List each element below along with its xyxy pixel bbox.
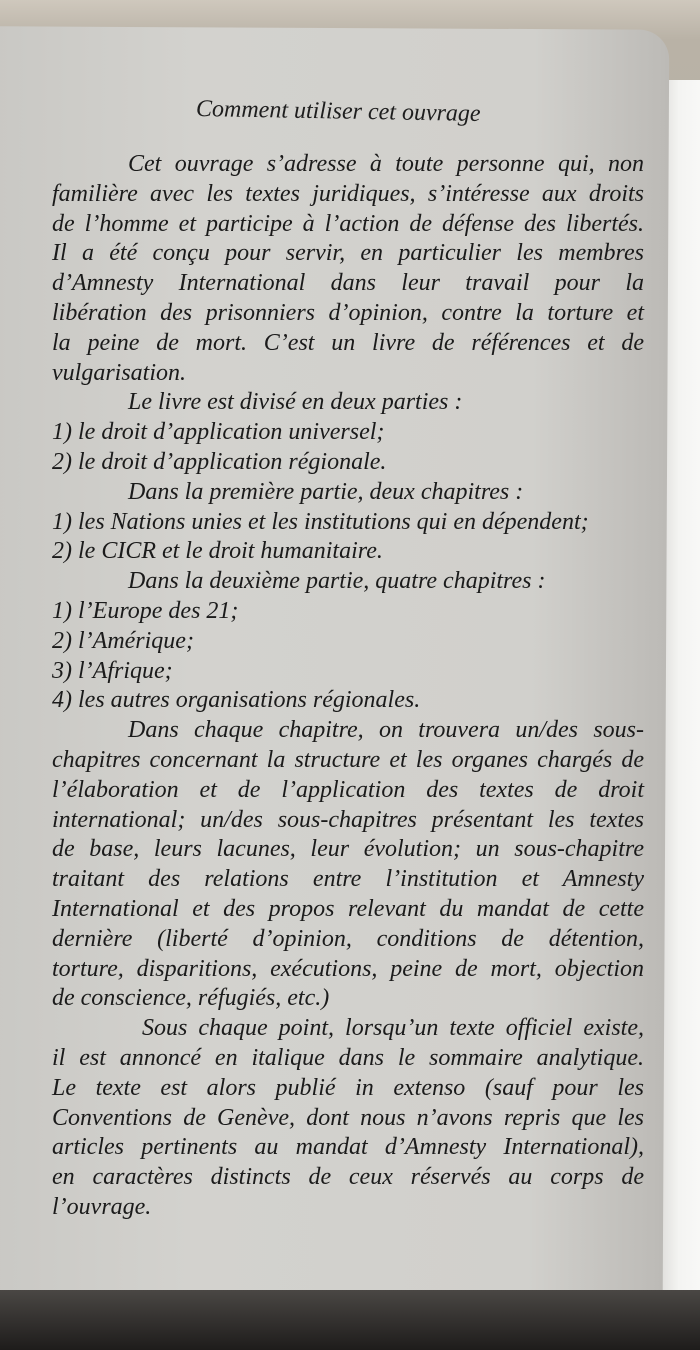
- text-line: de l’homme et participe à l’action de défense des libertés.: [52, 210, 644, 237]
- text-line: articles pertinents au mandat d’Amnesty International),: [52, 1134, 644, 1161]
- text-line: Sous chaque point, lorsqu’un texte officiel existe,: [142, 1015, 644, 1042]
- list-item: 1) le droit d’application universel;: [52, 419, 385, 446]
- text-line: international; un/des sous-chapitres présentant les textes: [52, 806, 644, 833]
- list-item: 2) le CICR et le droit humanitaire.: [52, 538, 383, 565]
- text-line: traitant des relations entre l’institution et Amnesty: [52, 866, 644, 893]
- text-line: Le livre est divisé en deux parties :: [128, 389, 463, 416]
- text-line: Le texte est alors publié in extenso (sauf pour les: [52, 1074, 644, 1101]
- book-cover-shadow: [0, 1290, 700, 1350]
- text-line: chapitres concernant la structure et les organes chargés de: [52, 746, 644, 773]
- text-line: vulgarisation.: [52, 359, 187, 386]
- text-line: de conscience, réfugiés, etc.): [52, 985, 330, 1012]
- page-title: Comment utiliser cet ouvrage: [195, 96, 481, 127]
- text-line: en caractères distincts de ceux réservés au corps de: [52, 1164, 644, 1191]
- text-line: Conventions de Genève, dont nous n’avons repris que les: [52, 1104, 644, 1131]
- list-item: 3) l’Afrique;: [52, 657, 173, 684]
- list-item: 1) les Nations unies et les institutions qui en dépendent;: [52, 508, 589, 535]
- text-line: International et des propos relevant du mandat de cette: [52, 895, 644, 922]
- text-line: la peine de mort. C’est un livre de références et de: [52, 329, 644, 356]
- text-line: de base, leurs lacunes, leur évolution; un sous-chapitre: [52, 836, 644, 863]
- list-item: 2) le droit d’application régionale.: [52, 448, 387, 475]
- text-line: libération des prisonniers d’opinion, contre la torture et: [52, 299, 644, 326]
- text-line: Dans la deuxième partie, quatre chapitres :: [128, 568, 546, 595]
- list-item: 1) l’Europe des 21;: [52, 597, 239, 624]
- body-text: [52, 150, 644, 1223]
- list-item: 2) l’Amérique;: [52, 627, 194, 654]
- text-line: Cet ouvrage s’adresse à toute personne qui, non: [128, 151, 644, 177]
- text-line: Il a été conçu pour servir, en particulier les membres: [52, 240, 644, 267]
- text-line: familière avec les textes juridiques, s’intéresse aux droits: [52, 180, 644, 207]
- text-line: il est annoncé en italique dans le sommaire analytique.: [52, 1044, 644, 1071]
- text-line: l’élaboration et de l’application des textes de droit: [52, 776, 644, 803]
- text-line: torture, disparitions, exécutions, peine de mort, objection: [52, 955, 644, 982]
- text-line: l’ouvrage.: [52, 1193, 152, 1220]
- text-line: dernière (liberté d’opinion, conditions de détention,: [52, 925, 644, 952]
- text-line: Dans chaque chapitre, on trouvera un/des sous-: [128, 717, 644, 744]
- list-item: 4) les autres organisations régionales.: [52, 687, 421, 714]
- text-line: Dans la première partie, deux chapitres :: [128, 478, 524, 505]
- text-line: d’Amnesty International dans leur travail pour la: [52, 270, 644, 297]
